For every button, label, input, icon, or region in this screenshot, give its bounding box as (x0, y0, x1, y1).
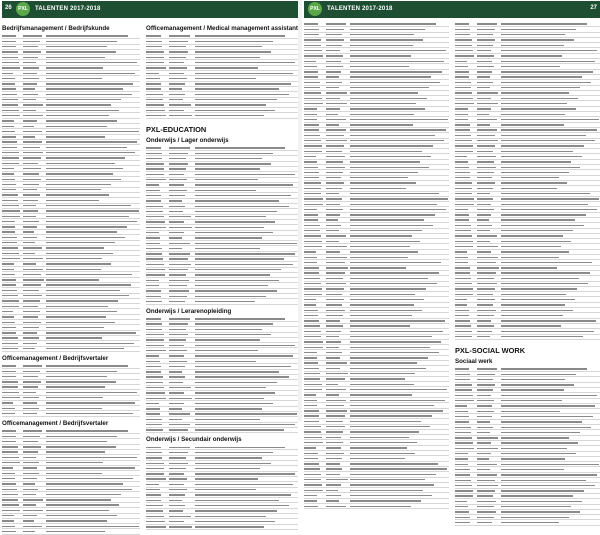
section-heading: PXL-EDUCATION (146, 124, 207, 134)
section-title: Sociaal werk (455, 357, 493, 365)
list-item (146, 299, 298, 304)
section-title: Officemanagement / Bedrijfsvertaler (2, 354, 109, 362)
left-column-2 (146, 22, 298, 444)
left-header-bar (2, 1, 298, 18)
page-gutter (298, 0, 302, 421)
section-title: Officemanagement / Bedrijfsvertaler (2, 419, 109, 427)
left-column-1 (2, 22, 140, 427)
list-item (455, 335, 600, 340)
talent-list (2, 34, 140, 352)
list-item (2, 347, 140, 352)
list-item (2, 411, 140, 416)
right-header-bar (304, 1, 600, 18)
section-title: Onderwijs / Lager onderwijs (146, 136, 229, 144)
right-page-columns (304, 22, 600, 418)
talent-list (146, 146, 298, 305)
left-header-title: TALENTEN 2017-2018 (35, 5, 101, 12)
talent-list (455, 22, 600, 340)
section-title: Onderwijs / Lerarenopleiding (146, 307, 232, 315)
talent-list (2, 429, 140, 535)
talent-list (455, 367, 600, 526)
pxl-logo-badge: PXL (308, 2, 322, 16)
left-page (2, 0, 298, 444)
talent-list (146, 445, 298, 530)
right-page (304, 0, 600, 421)
pxl-logo-badge: PXL (16, 2, 30, 16)
right-column-1 (304, 22, 449, 418)
section-title: Officemanagement / Medical management assistant (146, 25, 298, 32)
talent-list (146, 317, 298, 434)
list-item (2, 529, 140, 534)
section-heading: PXL-SOCIAL WORK (455, 345, 526, 355)
list-item (146, 428, 298, 433)
list-item (146, 525, 298, 530)
talent-list (304, 22, 449, 509)
list-item (455, 520, 600, 525)
right-header-title: TALENTEN 2017-2018 (327, 5, 393, 12)
list-item (146, 113, 298, 118)
right-column-2 (455, 22, 600, 418)
list-item (304, 504, 449, 509)
left-page-columns (2, 22, 298, 444)
talent-list (2, 364, 140, 417)
section-title: Onderwijs / Secundair onderwijs (146, 436, 242, 444)
section-title: Bedrijfsmanagement / Bedrijfskunde (2, 25, 110, 32)
left-page-number: 26 (5, 5, 12, 11)
right-page-number: 27 (590, 5, 597, 11)
talent-list (146, 34, 298, 119)
